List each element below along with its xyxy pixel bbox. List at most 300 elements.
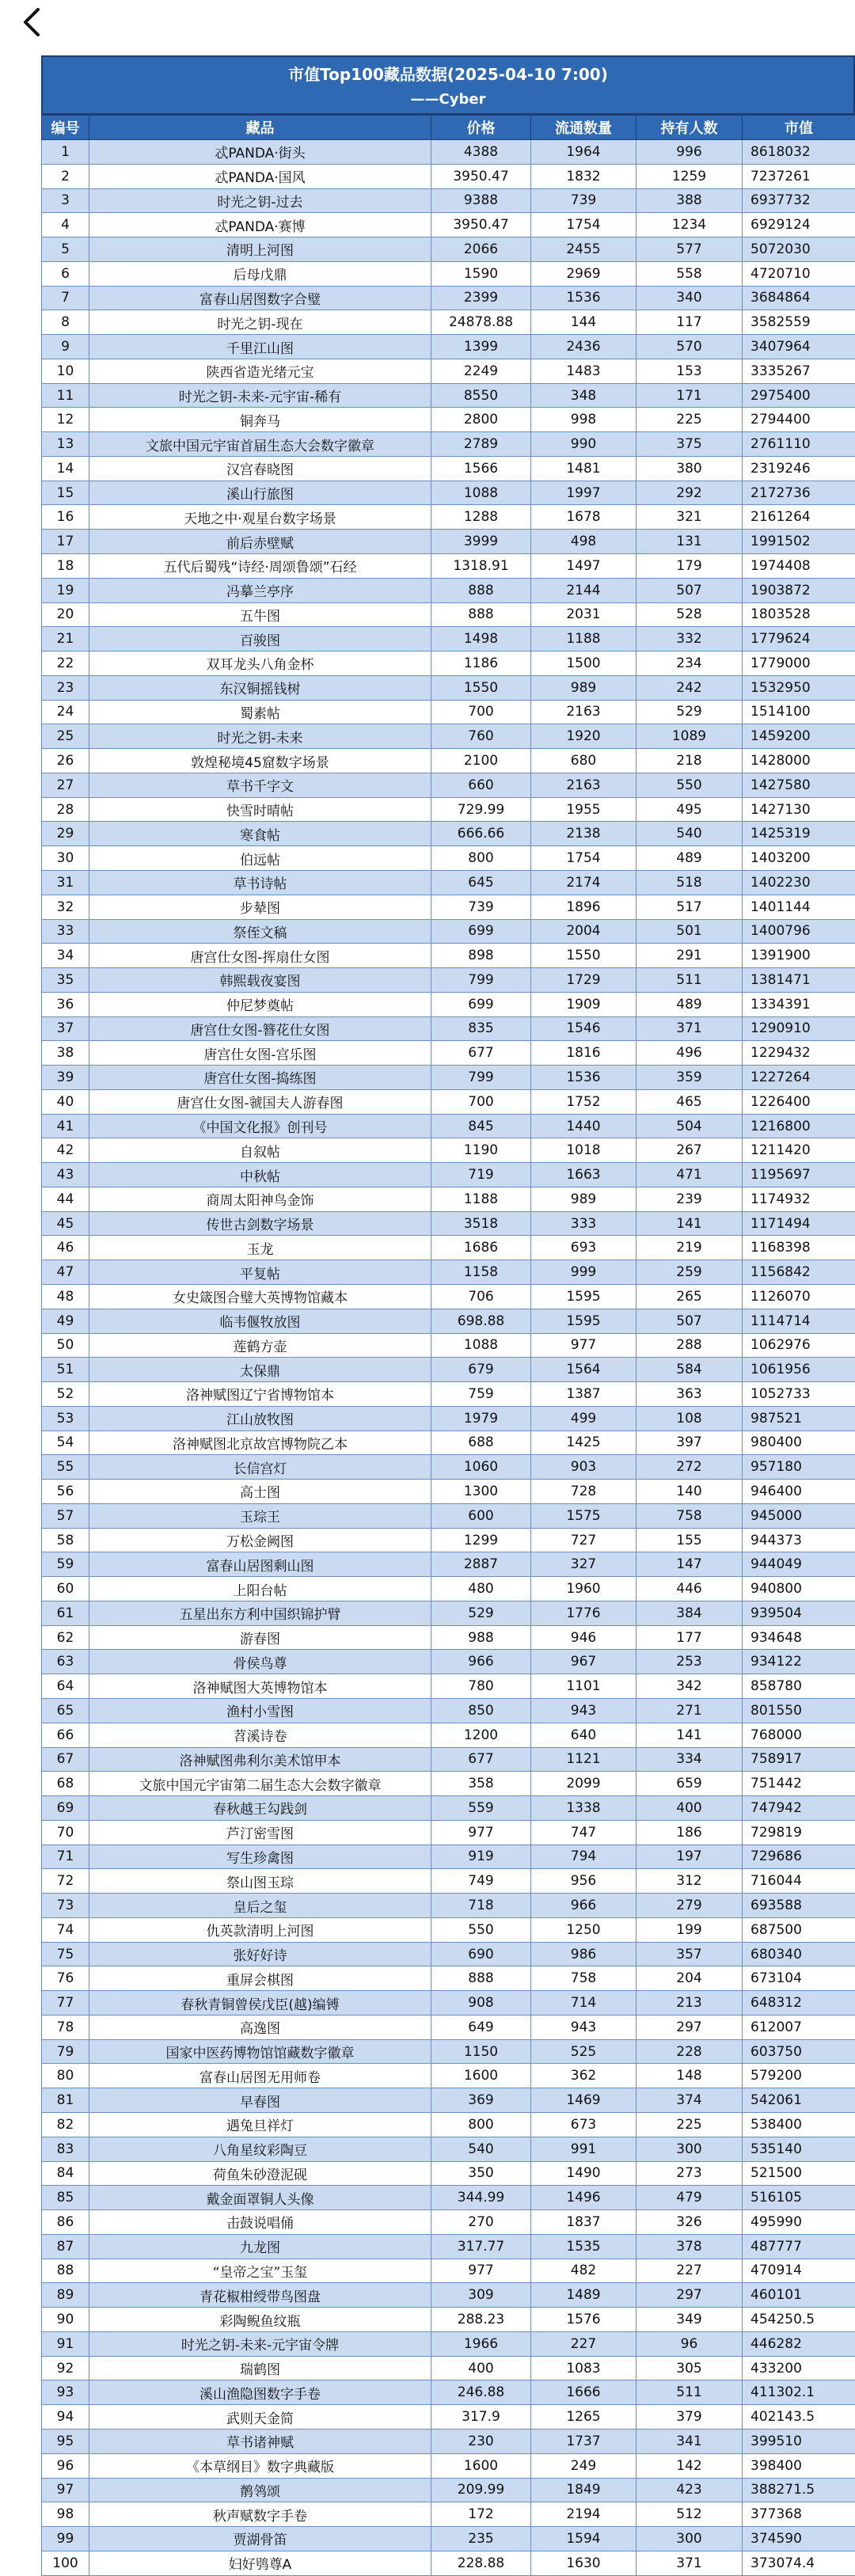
cell-rank: 98: [42, 2502, 89, 2527]
cell-market-value: 516105: [743, 2186, 855, 2210]
cell-rank: 75: [42, 1942, 89, 1966]
cell-circulation: 1837: [531, 2210, 636, 2235]
table-row: [42, 505, 855, 530]
cell-circulation: 327: [531, 1552, 636, 1577]
cell-name: 忒PANDA·国风: [89, 164, 431, 188]
cell-market-value: 542061: [743, 2088, 855, 2113]
cell-circulation: 1960: [531, 1577, 636, 1601]
cell-holders: 996: [636, 140, 743, 165]
cell-rank: 28: [42, 797, 89, 822]
cell-price: 3518: [431, 1211, 531, 1236]
cell-rank: 37: [42, 1016, 89, 1041]
cell-price: 688: [431, 1430, 531, 1455]
cell-market-value: 957180: [743, 1455, 855, 1480]
cell-rank: 100: [42, 2551, 89, 2575]
cell-rank: 71: [42, 1845, 89, 1869]
cell-circulation: 1776: [531, 1601, 636, 1625]
cell-price: 1600: [431, 2064, 531, 2088]
cell-price: 677: [431, 1747, 531, 1772]
cell-rank: 12: [42, 408, 89, 432]
top-bar: [0, 0, 855, 49]
cell-name: 冯摹兰亭序: [89, 578, 431, 602]
cell-holders: 1234: [636, 213, 743, 237]
table-row: [42, 261, 855, 286]
cell-price: 908: [431, 1991, 531, 2016]
cell-holders: 570: [636, 335, 743, 359]
table-row: [42, 1942, 855, 1966]
cell-name: 国家中医药博物馆馆藏数字徽章: [89, 2039, 431, 2064]
cell-holders: 227: [636, 2259, 743, 2283]
cell-market-value: 1381471: [743, 968, 855, 993]
cell-rank: 39: [42, 1066, 89, 1090]
cell-holders: 305: [636, 2356, 743, 2380]
table-row: [42, 2429, 855, 2453]
cell-rank: 13: [42, 432, 89, 457]
cell-circulation: 1500: [531, 652, 636, 676]
cell-name: 富春山居图数字合璧: [89, 286, 431, 310]
cell-rank: 87: [42, 2234, 89, 2259]
cell-price: 3950.47: [431, 164, 531, 188]
cell-price: 529: [431, 1601, 531, 1625]
cell-name: 洛神赋图弗利尔美术馆甲本: [89, 1747, 431, 1772]
cell-holders: 584: [636, 1358, 743, 1382]
table-row: [42, 919, 855, 944]
cell-circulation: 1489: [531, 2283, 636, 2308]
cell-rank: 25: [42, 724, 89, 749]
cell-rank: 64: [42, 1674, 89, 1699]
cell-rank: 41: [42, 1114, 89, 1138]
cell-circulation: 1729: [531, 968, 636, 993]
cell-name: 仲尼梦奠帖: [89, 992, 431, 1016]
cell-price: 358: [431, 1772, 531, 1796]
cell-name: 文旅中国元宇宙第二届生态大会数字徽章: [89, 1772, 431, 1796]
table-row: [42, 2331, 855, 2356]
cell-circulation: 144: [531, 310, 636, 335]
cell-price: 1186: [431, 652, 531, 676]
table-body: [42, 140, 855, 2576]
cell-rank: 43: [42, 1163, 89, 1187]
cell-holders: 550: [636, 773, 743, 797]
cell-circulation: 758: [531, 1966, 636, 1991]
table-row: [42, 1066, 855, 1090]
cell-holders: 140: [636, 1480, 743, 1504]
cell-rank: 18: [42, 554, 89, 579]
cell-market-value: 2161264: [743, 505, 855, 530]
table-row: [42, 2502, 855, 2527]
cell-market-value: 1803528: [743, 602, 855, 627]
cell-rank: 50: [42, 1333, 89, 1358]
cell-price: 835: [431, 1016, 531, 1041]
cell-rank: 49: [42, 1309, 89, 1333]
cell-name: 苕溪诗卷: [89, 1723, 431, 1747]
cell-circulation: 1550: [531, 944, 636, 968]
cell-holders: 177: [636, 1625, 743, 1650]
cell-rank: 73: [42, 1894, 89, 1918]
table-row: [42, 2259, 855, 2283]
cell-holders: 375: [636, 432, 743, 457]
cell-circulation: 903: [531, 1455, 636, 1480]
cell-price: 270: [431, 2210, 531, 2235]
cell-circulation: 673: [531, 2113, 636, 2137]
cell-market-value: 4720710: [743, 261, 855, 286]
table-row: [42, 944, 855, 968]
cell-circulation: 977: [531, 1333, 636, 1358]
cell-market-value: 944049: [743, 1552, 855, 1577]
table-row: [42, 602, 855, 627]
cell-market-value: 3684864: [743, 286, 855, 310]
header-holders: 持有人数: [636, 116, 743, 140]
table-row: [42, 1430, 855, 1455]
cell-market-value: 470914: [743, 2259, 855, 2283]
cell-market-value: 1156842: [743, 1260, 855, 1285]
cell-price: 649: [431, 2015, 531, 2039]
cell-holders: 297: [636, 2015, 743, 2039]
cell-rank: 81: [42, 2088, 89, 2113]
cell-circulation: 1546: [531, 1016, 636, 1041]
cell-holders: 758: [636, 1503, 743, 1528]
cell-name: 遇兔旦祥灯: [89, 2113, 431, 2137]
cell-circulation: 1440: [531, 1114, 636, 1138]
cell-circulation: 1575: [531, 1503, 636, 1528]
cell-rank: 8: [42, 310, 89, 335]
back-button[interactable]: [14, 6, 49, 38]
cell-holders: 374: [636, 2088, 743, 2113]
cell-price: 666.66: [431, 822, 531, 846]
cell-circulation: 990: [531, 432, 636, 457]
cell-name: 唐宫仕女图-捣练图: [89, 1066, 431, 1090]
cell-market-value: 460101: [743, 2283, 855, 2308]
cell-market-value: 729819: [743, 1820, 855, 1845]
cell-name: 前后赤壁赋: [89, 530, 431, 554]
cell-rank: 63: [42, 1650, 89, 1674]
data-sheet: [41, 55, 855, 2559]
cell-market-value: 940800: [743, 1577, 855, 1601]
cell-holders: 423: [636, 2478, 743, 2502]
cell-price: 309: [431, 2283, 531, 2308]
cell-circulation: 991: [531, 2137, 636, 2161]
cell-price: 1190: [431, 1138, 531, 1163]
table-row: [42, 578, 855, 602]
cell-circulation: 2163: [531, 773, 636, 797]
cell-name: 双耳龙头八角金杯: [89, 652, 431, 676]
cell-name: 蜀素帖: [89, 700, 431, 724]
cell-holders: 511: [636, 2380, 743, 2405]
cell-rank: 1: [42, 140, 89, 165]
cell-circulation: 2174: [531, 870, 636, 895]
cell-market-value: 693588: [743, 1894, 855, 1918]
cell-name: 渔村小雪图: [89, 1699, 431, 1723]
cell-name: 唐宫仕女图-簪花仕女图: [89, 1016, 431, 1041]
cell-market-value: 747942: [743, 1796, 855, 1821]
cell-holders: 225: [636, 2113, 743, 2137]
cell-circulation: 2163: [531, 700, 636, 724]
table-row: [42, 1869, 855, 1894]
cell-holders: 577: [636, 237, 743, 262]
header-rank: 编号: [42, 116, 89, 140]
cell-circulation: 956: [531, 1869, 636, 1894]
cell-holders: 363: [636, 1382, 743, 1407]
cell-name: “皇帝之宝”玉玺: [89, 2259, 431, 2283]
cell-circulation: 1483: [531, 359, 636, 383]
cell-rank: 46: [42, 1236, 89, 1260]
cell-price: 759: [431, 1382, 531, 1407]
cell-circulation: 946: [531, 1625, 636, 1650]
cell-holders: 273: [636, 2161, 743, 2186]
cell-name: 武则天金简: [89, 2405, 431, 2430]
cell-circulation: 943: [531, 2015, 636, 2039]
cell-market-value: 1974408: [743, 554, 855, 579]
cell-name: 鹡鸰颂: [89, 2478, 431, 2502]
cell-rank: 17: [42, 530, 89, 554]
cell-name: 女史箴图合璧大英博物馆藏本: [89, 1284, 431, 1309]
cell-market-value: 758917: [743, 1747, 855, 1772]
table-row: [42, 1552, 855, 1577]
cell-market-value: 521500: [743, 2161, 855, 2186]
cell-holders: 380: [636, 456, 743, 481]
cell-holders: 465: [636, 1089, 743, 1114]
cell-name: 寒食帖: [89, 822, 431, 846]
cell-name: 忒PANDA·赛博: [89, 213, 431, 237]
cell-rank: 57: [42, 1503, 89, 1528]
cell-name: 戴金面罩铜人头像: [89, 2186, 431, 2210]
table-row: [42, 1236, 855, 1260]
cell-holders: 326: [636, 2210, 743, 2235]
cell-circulation: 227: [531, 2331, 636, 2356]
cell-market-value: 2761110: [743, 432, 855, 457]
cell-holders: 357: [636, 1942, 743, 1966]
cell-circulation: 1564: [531, 1358, 636, 1382]
table-row: [42, 1016, 855, 1041]
cell-rank: 74: [42, 1917, 89, 1942]
cell-name: 五代后蜀残“诗经·周颂鲁颂”石经: [89, 554, 431, 579]
cell-rank: 24: [42, 700, 89, 724]
cell-circulation: 967: [531, 1650, 636, 1674]
cell-name: 贾湖骨笛: [89, 2527, 431, 2551]
cell-name: 自叙帖: [89, 1138, 431, 1163]
table-row: [42, 408, 855, 432]
cell-price: 1399: [431, 335, 531, 359]
cell-price: 977: [431, 2259, 531, 2283]
cell-rank: 70: [42, 1820, 89, 1845]
cell-market-value: 446282: [743, 2331, 855, 2356]
cell-price: 1299: [431, 1528, 531, 1552]
cell-circulation: 2194: [531, 2502, 636, 2527]
cell-price: 799: [431, 1066, 531, 1090]
cell-rank: 62: [42, 1625, 89, 1650]
table-row: [42, 1333, 855, 1358]
cell-price: 780: [431, 1674, 531, 1699]
cell-market-value: 729686: [743, 1845, 855, 1869]
cell-market-value: 538400: [743, 2113, 855, 2137]
cell-rank: 69: [42, 1796, 89, 1821]
table-row: [42, 554, 855, 579]
header-name: 藏品: [89, 116, 431, 140]
table-row: [42, 2186, 855, 2210]
cell-name: 草书诸神赋: [89, 2429, 431, 2453]
cell-circulation: 739: [531, 188, 636, 213]
cell-name: 洛神赋图北京故宫博物院乙本: [89, 1430, 431, 1455]
cell-name: 芦汀密雪图: [89, 1820, 431, 1845]
cell-name: 长信宫灯: [89, 1455, 431, 1480]
cell-market-value: 1334391: [743, 992, 855, 1016]
cell-market-value: 1216800: [743, 1114, 855, 1138]
cell-holders: 218: [636, 749, 743, 773]
cell-rank: 68: [42, 1772, 89, 1796]
table-row: [42, 1650, 855, 1674]
cell-market-value: 934648: [743, 1625, 855, 1650]
cell-market-value: 2794400: [743, 408, 855, 432]
table-row: [42, 2308, 855, 2332]
table-header-row: [42, 116, 855, 140]
table-row: [42, 1699, 855, 1723]
table-row: [42, 797, 855, 822]
cell-holders: 96: [636, 2331, 743, 2356]
cell-rank: 45: [42, 1211, 89, 1236]
table-row: [42, 968, 855, 993]
cell-rank: 61: [42, 1601, 89, 1625]
cell-circulation: 727: [531, 1528, 636, 1552]
table-row: [42, 992, 855, 1016]
cell-holders: 153: [636, 359, 743, 383]
cell-rank: 51: [42, 1358, 89, 1382]
cell-circulation: 2144: [531, 578, 636, 602]
table-row: [42, 1772, 855, 1796]
cell-holders: 267: [636, 1138, 743, 1163]
cell-name: 张好好诗: [89, 1942, 431, 1966]
cell-price: 645: [431, 870, 531, 895]
cell-circulation: 2969: [531, 261, 636, 286]
cell-name: 游春图: [89, 1625, 431, 1650]
cell-rank: 80: [42, 2064, 89, 2088]
cell-circulation: 333: [531, 1211, 636, 1236]
table-row: [42, 481, 855, 505]
table-row: [42, 1211, 855, 1236]
cell-holders: 199: [636, 1917, 743, 1942]
cell-name: 莲鹤方壶: [89, 1333, 431, 1358]
cell-circulation: 1469: [531, 2088, 636, 2113]
cell-circulation: 1250: [531, 1917, 636, 1942]
cell-name: 步辇图: [89, 895, 431, 919]
cell-market-value: 1391900: [743, 944, 855, 968]
cell-circulation: 249: [531, 2453, 636, 2478]
cell-name: 商周太阳神鸟金饰: [89, 1187, 431, 1211]
cell-price: 480: [431, 1577, 531, 1601]
cell-price: 699: [431, 992, 531, 1016]
cell-market-value: 801550: [743, 1699, 855, 1723]
cell-circulation: 1535: [531, 2234, 636, 2259]
table-row: [42, 1455, 855, 1480]
cell-circulation: 693: [531, 1236, 636, 1260]
cell-price: 888: [431, 1966, 531, 1991]
cell-circulation: 1101: [531, 1674, 636, 1699]
cell-holders: 142: [636, 2453, 743, 2478]
table-row: [42, 2039, 855, 2064]
cell-price: 677: [431, 1041, 531, 1066]
cell-market-value: 1459200: [743, 724, 855, 749]
cell-name: 富春山居图无用师卷: [89, 2064, 431, 2088]
cell-market-value: 987521: [743, 1406, 855, 1430]
cell-price: 24878.88: [431, 310, 531, 335]
cell-rank: 31: [42, 870, 89, 895]
cell-holders: 489: [636, 846, 743, 871]
table-row: [42, 1114, 855, 1138]
cell-circulation: 1909: [531, 992, 636, 1016]
table-row: [42, 213, 855, 237]
cell-name: 草书千字文: [89, 773, 431, 797]
cell-market-value: 1425319: [743, 822, 855, 846]
cell-market-value: 648312: [743, 1991, 855, 2016]
cell-name: 溪山行旅图: [89, 481, 431, 505]
cell-price: 800: [431, 2113, 531, 2137]
cell-market-value: 1211420: [743, 1138, 855, 1163]
cell-rank: 16: [42, 505, 89, 530]
cell-rank: 40: [42, 1089, 89, 1114]
cell-holders: 265: [636, 1284, 743, 1309]
cell-name: 敦煌秘境45窟数字场景: [89, 749, 431, 773]
cell-rank: 88: [42, 2259, 89, 2283]
cell-holders: 400: [636, 1796, 743, 1821]
cell-price: 3950.47: [431, 213, 531, 237]
cell-price: 600: [431, 1503, 531, 1528]
table-row: [42, 1966, 855, 1991]
cell-name: 临韦偃牧放图: [89, 1309, 431, 1333]
cell-rank: 96: [42, 2453, 89, 2478]
cell-market-value: 1779624: [743, 627, 855, 652]
cell-market-value: 945000: [743, 1503, 855, 1528]
cell-circulation: 1497: [531, 554, 636, 579]
cell-name: 快雪时晴帖: [89, 797, 431, 822]
table-row: [42, 2064, 855, 2088]
cell-circulation: 1816: [531, 1041, 636, 1066]
cell-name: 太保鼎: [89, 1358, 431, 1382]
cell-name: 荷鱼朱砂澄泥砚: [89, 2161, 431, 2186]
cell-holders: 495: [636, 797, 743, 822]
cell-holders: 288: [636, 1333, 743, 1358]
cell-circulation: 989: [531, 1187, 636, 1211]
cell-market-value: 3582559: [743, 310, 855, 335]
cell-name: 后母戊鼎: [89, 261, 431, 286]
cell-name: 上阳台帖: [89, 1577, 431, 1601]
cell-price: 800: [431, 846, 531, 871]
cell-price: 3999: [431, 530, 531, 554]
cell-holders: 292: [636, 481, 743, 505]
table-row: [42, 1503, 855, 1528]
cell-name: 高士图: [89, 1480, 431, 1504]
cell-circulation: 2138: [531, 822, 636, 846]
cell-market-value: 3407964: [743, 335, 855, 359]
cell-name: 韩熙载夜宴图: [89, 968, 431, 993]
cell-price: 699: [431, 919, 531, 944]
cell-name: 八角星纹彩陶豆: [89, 2137, 431, 2161]
cell-price: 2800: [431, 408, 531, 432]
cell-circulation: 1754: [531, 213, 636, 237]
cell-price: 850: [431, 1699, 531, 1723]
table-row: [42, 1480, 855, 1504]
cell-holders: 297: [636, 2283, 743, 2308]
cell-name: 《中国文化报》创刊号: [89, 1114, 431, 1138]
cell-price: 1600: [431, 2453, 531, 2478]
cell-market-value: 1052733: [743, 1382, 855, 1407]
cell-holders: 332: [636, 627, 743, 652]
cell-market-value: 603750: [743, 2039, 855, 2064]
cell-market-value: 687500: [743, 1917, 855, 1942]
cell-price: 690: [431, 1942, 531, 1966]
cell-market-value: 374590: [743, 2527, 855, 2551]
cell-name: 彩陶鲵鱼纹瓶: [89, 2308, 431, 2332]
cell-rank: 3: [42, 188, 89, 213]
cell-price: 706: [431, 1284, 531, 1309]
cell-rank: 29: [42, 822, 89, 846]
